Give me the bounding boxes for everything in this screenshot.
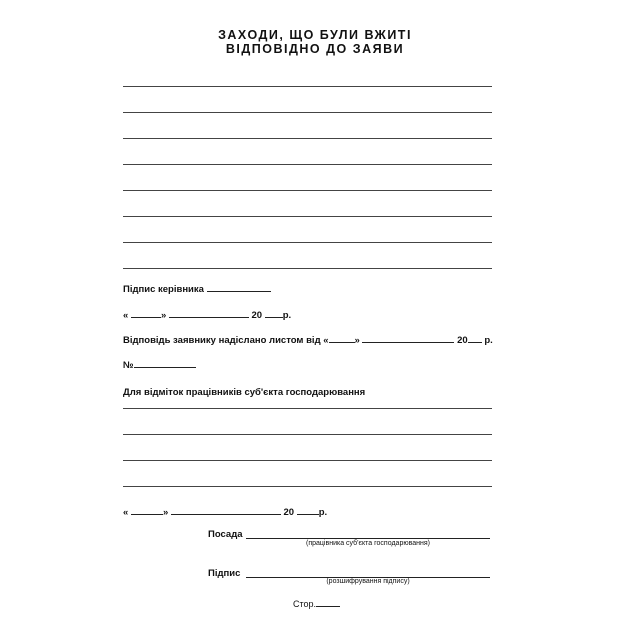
page-label: Стор. (293, 599, 317, 609)
date-year-field[interactable] (297, 505, 319, 515)
reply-month-field[interactable] (362, 333, 454, 343)
notes-blank-line[interactable] (123, 486, 492, 487)
reply-year-suffix: р. (484, 335, 493, 346)
year-prefix: 20 (283, 507, 295, 518)
date-row (123, 308, 291, 321)
head-signature-field[interactable] (207, 282, 271, 292)
measures-blank-line[interactable] (123, 138, 492, 139)
number-sign: № (123, 360, 134, 371)
measures-blank-line[interactable] (123, 86, 492, 87)
year-prefix: 20 (251, 310, 263, 321)
measures-blank-line[interactable] (123, 268, 492, 269)
position-caption: (працівника суб'єкта господарювання) (306, 540, 430, 547)
date-open-quote: « (123, 507, 129, 518)
reply-open-quote: « (323, 335, 329, 346)
notes-blank-line[interactable] (123, 434, 492, 435)
date-month-field[interactable] (169, 308, 249, 318)
date-month-field[interactable] (171, 505, 281, 515)
signature-caption: (розшифрування підпису) (326, 578, 410, 585)
form-title-line-1: ЗАХОДИ, ЩО БУЛИ ВЖИТІ (218, 28, 412, 42)
notes-label: Для відміток працівників суб'єкта господарювання (123, 387, 366, 398)
measures-blank-line[interactable] (123, 164, 492, 165)
reply-day-field[interactable] (329, 333, 355, 343)
measures-blank-line[interactable] (123, 216, 492, 217)
date-close-quote: » (162, 507, 169, 518)
date-row-2 (123, 505, 327, 518)
position-field[interactable] (246, 538, 490, 539)
reply-year-prefix: 20 (457, 335, 468, 346)
page-number-field[interactable] (316, 597, 340, 607)
form-title-line-2: ВІДПОВІДНО ДО ЗАЯВИ (225, 42, 405, 56)
page-number-row (293, 597, 340, 609)
reply-label: Відповідь заявнику надіслано листом від (123, 335, 321, 346)
letter-number-field[interactable] (134, 358, 196, 368)
measures-blank-line[interactable] (123, 112, 492, 113)
measures-blank-line[interactable] (123, 242, 492, 243)
reply-close-quote: » (354, 335, 360, 346)
measures-blank-line[interactable] (123, 190, 492, 191)
notes-blank-line[interactable] (123, 460, 492, 461)
head-signature-label: Підпис керівника (123, 284, 204, 295)
date-open-quote: « (123, 310, 129, 321)
year-suffix: р. (282, 310, 292, 321)
reply-year-field[interactable] (468, 333, 482, 343)
reply-row (123, 333, 493, 346)
signature-label: Підпис (208, 568, 241, 579)
date-close-quote: » (160, 310, 167, 321)
number-row (123, 358, 196, 371)
head-signature-row (123, 282, 271, 295)
notes-blank-line[interactable] (123, 408, 492, 409)
date-day-field[interactable] (131, 505, 163, 515)
position-label: Посада (208, 529, 243, 540)
date-day-field[interactable] (131, 308, 161, 318)
year-suffix: р. (318, 507, 328, 518)
date-year-field[interactable] (265, 308, 283, 318)
